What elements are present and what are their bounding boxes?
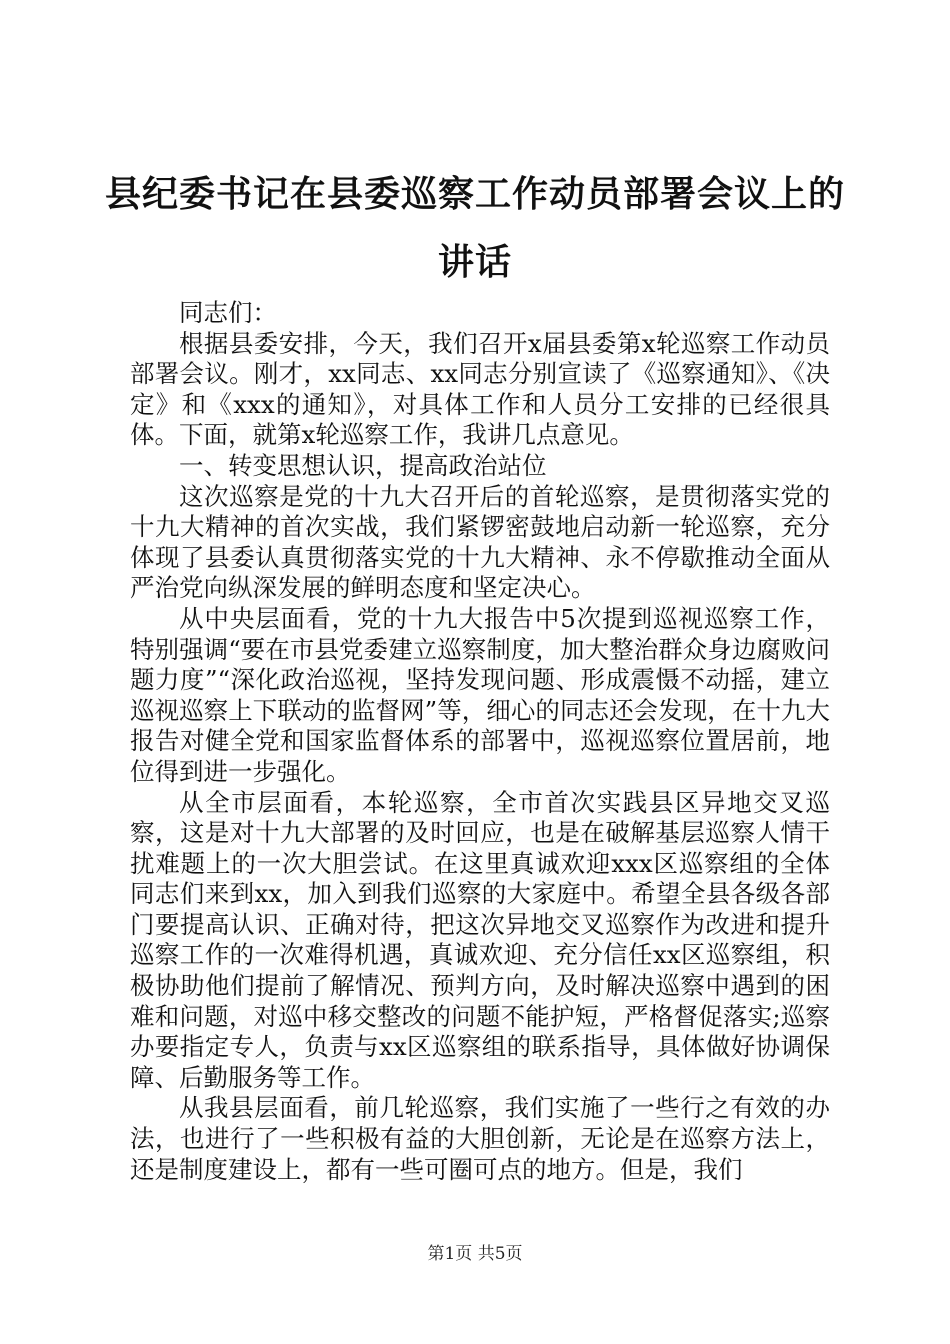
document-body xyxy=(130,298,830,1185)
document-title: 县纪委书记在县委巡察工作动员部署会议上的讲话 xyxy=(104,173,845,283)
paragraph-intro: 根据县委安排，今天，我们召开x届县委第x轮巡察工作动员部署会议。刚才，xx同志、xx同志分别宣读了《巡察通知》、《决定》和《xxx的通知》，对具体工作和人员分工安排的已经很具体。下面，就第x轮巡察工作，我讲几点意见。 xyxy=(130,328,830,450)
paragraph: 从我县层面看，前几轮巡察，我们实施了一些行之有效的办法，也进行了一些积极有益的大胆创新，无论是在巡察方法上，还是制度建设上，都有一些可圈可点的地方。但是，我们 xyxy=(130,1093,830,1184)
paragraph: 这次巡察是党的十九大召开后的首轮巡察，是贯彻落实党的十九大精神的首次实战，我们紧锣密鼓地启动新一轮巡察，充分体现了县委认真贯彻落实党的十九大精神、永不停歇推动全面从严治党向纵深发展的鲜明态度和坚定决心。 xyxy=(130,481,830,603)
page-footer: 第1页 共5页 xyxy=(427,1244,523,1264)
section-heading-1: 一、转变思想认识，提高政治站位 xyxy=(179,450,547,480)
paragraph: 从中央层面看，党的十九大报告中5次提到巡视巡察工作，特别强调“要在市县党委建立巡察制度，加大整治群众身边腐败问题力度”“深化政治巡视，坚持发现问题、形成震慑不动摇，建立巡视巡察上下联动的监督网”等，细心的同志还会发现，在十九大报告对健全党和国家监督体系的部署中，巡视巡察位置居前，地位得到进一步强化。 xyxy=(130,603,830,786)
paragraph: 从全市层面看，本轮巡察，全市首次实践县区异地交叉巡察，这是对十九大部署的及时回应，也是在破解基层巡察人情干扰难题上的一次大胆尝试。在这里真诚欢迎xxx区巡察组的全体同志们来到xx，加入到我们巡察的大家庭中。希望全县各级各部门要提高认识、正确对待，把这次异地交叉巡察作为改进和提升巡察工作的一次难得机遇，真诚欢迎、充分信任xx区巡察组，积极协助他们提前了解情况、预判方向，及时解决巡察中遇到的困难和问题，对巡中移交整改的问题不能护短，严格督促落实;巡察办要指定专人，负责与xx区巡察组的联系指导，具体做好协调保障、后勤服务等工作。 xyxy=(130,787,830,1092)
salutation: 同志们： xyxy=(179,298,277,327)
